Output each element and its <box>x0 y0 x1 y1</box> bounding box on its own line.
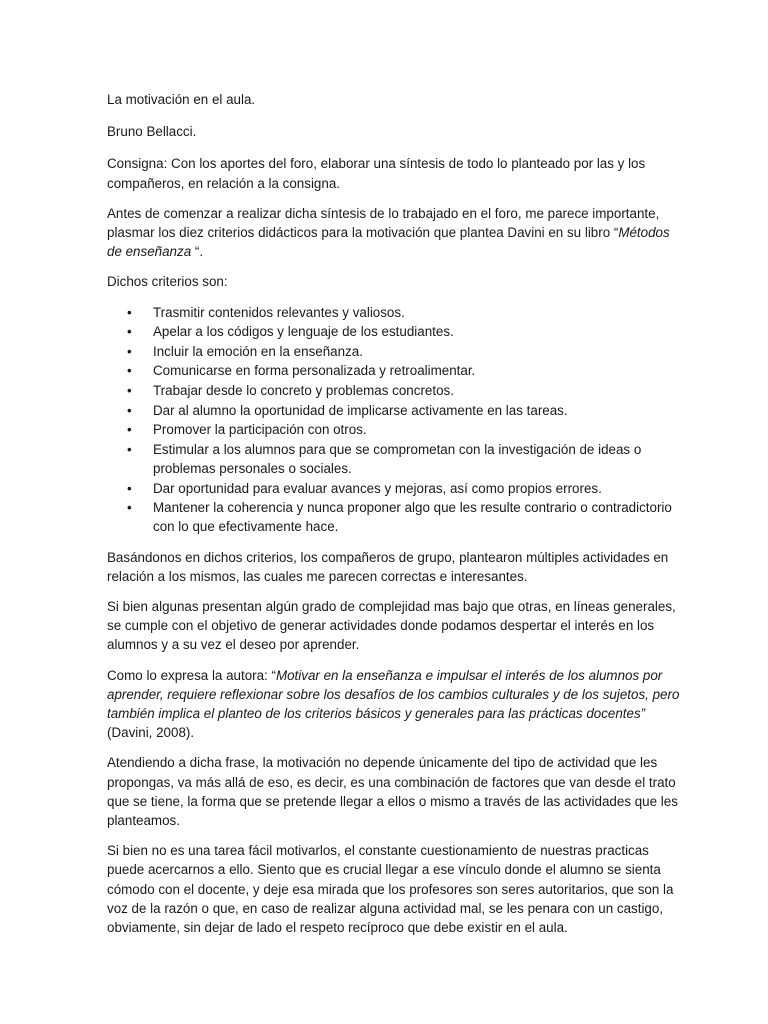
document-author: Bruno Bellacci. <box>107 124 197 140</box>
bullet-icon: • <box>127 422 132 438</box>
list-item <box>107 322 686 341</box>
basandonos-paragraph: Basándonos en dichos criterios, los compañeros de grupo, plantearon múltiples actividades en relación a los mismos, las cuales me parecen correctas e interesantes. <box>107 549 669 584</box>
bullet-icon: • <box>127 343 132 359</box>
list-item-text: Mantener la coherencia y nunca proponer algo que les resulte contrario o contradictorio con lo que efectivamente hace. <box>153 500 672 535</box>
list-item-text: Trasmitir contenidos relevantes y valiosos. <box>153 304 405 320</box>
intro-paragraph <box>107 204 686 262</box>
si-bien-paragraph-1: Si bien algunas presentan algún grado de complejidad mas bajo que otras, en líneas generales, se cumple con el objetivo de generar actividades donde podamos despertar el interés en los alumnos y a su vez el deseo por aprender. <box>107 598 676 653</box>
bullet-icon: • <box>127 441 132 457</box>
list-item-text: Comunicarse en forma personalizada y retroalimentar. <box>153 363 476 379</box>
quote-lead: Como lo expresa la autora: “ <box>107 667 276 683</box>
bullet-icon: • <box>127 304 132 320</box>
list-item <box>107 361 686 380</box>
consigna-paragraph <box>107 154 686 192</box>
consigna-label: Consigna: <box>107 156 168 172</box>
list-item <box>107 303 686 322</box>
document-title: La motivación en el aula. <box>107 92 256 107</box>
quote-citation: (Davini, 2008). <box>107 725 195 741</box>
list-item <box>107 401 686 420</box>
list-item-text: Dar al alumno la oportunidad de implicarse activamente en las tareas. <box>153 402 568 418</box>
book-title: Métodos de enseñanza <box>107 225 670 260</box>
list-item-text: Estimular a los alumnos para que se comprometan con la investigación de ideas o problemas personales o sociales. <box>153 441 642 476</box>
list-item <box>107 440 686 478</box>
bullet-icon: • <box>127 383 132 398</box>
bullet-icon: • <box>127 480 132 496</box>
quote-paragraph <box>107 666 686 743</box>
list-item-text: Trabajar desde lo concreto y problemas concretos. <box>153 383 454 398</box>
list-item-text: Apelar a los códigos y lenguaje de los estudiantes. <box>153 324 454 340</box>
list-item-text: Promover la participación con otros. <box>153 422 367 438</box>
list-item <box>107 479 686 498</box>
criteria-heading: Dichos criterios son: <box>107 274 228 290</box>
intro-close: “. <box>191 244 204 260</box>
list-item-text: Dar oportunidad para evaluar avances y mejoras, así como propios errores. <box>153 480 602 496</box>
atendiendo-paragraph: Atendiendo a dicha frase, la motivación no depende únicamente del tipo de actividad que les propongas, va más allá de eso, es decir, es una combinación de factores que van desde el trato que se tiene, la forma que se pretende llegar a ellos o mismo a través de las actividades que les planteamos. <box>107 755 678 829</box>
criteria-list <box>107 303 686 537</box>
list-item <box>107 420 686 439</box>
list-item <box>107 342 686 361</box>
bullet-icon: • <box>127 324 132 340</box>
bullet-icon: • <box>127 363 132 379</box>
intro-text: Antes de comenzar a realizar dicha síntesis de lo trabajado en el foro, me parece importante, plasmar los diez criterios didácticos para la motivación que plantea Davini en su libro “ <box>107 205 660 241</box>
bullet-icon: • <box>127 500 132 516</box>
si-bien-paragraph-2: Si bien no es una tarea fácil motivarlos, el constante cuestionamiento de nuestras practicas puede acercarnos a ello. Siento que es crucial llegar a ese vínculo donde el alumno se sienta cómodo con el docente, y deje esa mirada que los profesores son seres autoritarios, que son la voz de la razón o que, en caso de realizar alguna actividad mal, se les penara con un castigo, obviamente, sin dejar de lado el respeto recíproco que debe existir en el aula. <box>107 843 674 936</box>
bullet-icon: • <box>127 402 132 418</box>
list-item-text: Incluir la emoción en la enseñanza. <box>153 343 363 359</box>
quote-text: Motivar en la enseñanza e impulsar el interés de los alumnos por aprender, requiere reflexionar sobre los desafíos de los cambios culturales y de los sujetos, pero también implica el planteo de los criterios básicos y generales para las prácticas docentes” <box>107 667 680 721</box>
consigna-text: Con los aportes del foro, elaborar una síntesis de todo lo planteado por las y los compañeros, en relación a la consigna. <box>107 156 646 191</box>
list-item <box>107 498 686 536</box>
list-item <box>107 381 686 400</box>
